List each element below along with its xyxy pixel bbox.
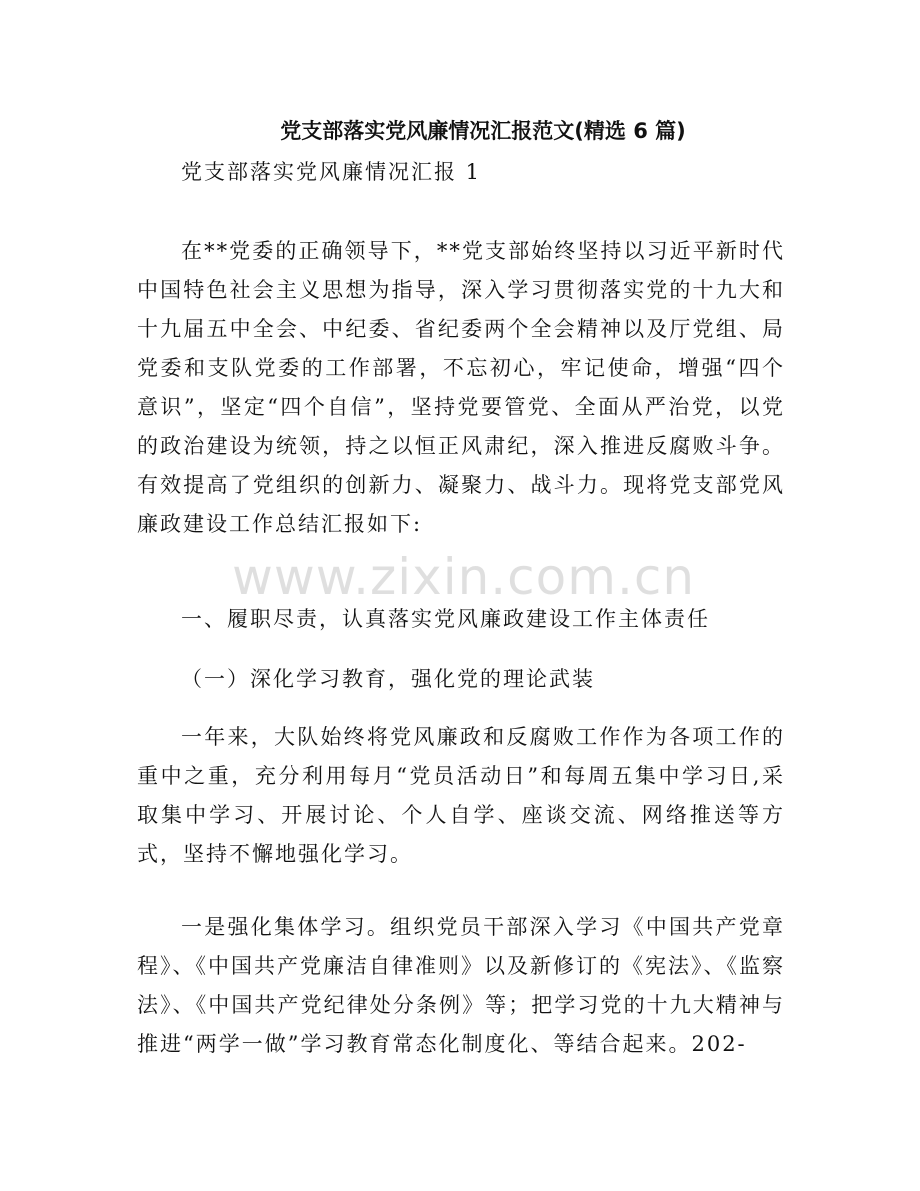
section-heading: 党支部落实党风廉情况汇报 1	[181, 160, 482, 184]
document-title: 党支部落实党风廉情况汇报范文(精选 6 篇)	[280, 119, 686, 143]
heading-level-1: 一、履职尽责，认真落实党风廉政建设工作主体责任	[181, 607, 710, 631]
watermark: www.zixin.com.cn	[232, 548, 696, 606]
paragraph-study: 一年来，大队始终将党风廉政和反腐败工作作为各项工作的重中之重，充分利用每月“党员活动日”和每周五集中学习日,采取集中学习、开展讨论、个人自学、座谈交流、网络推送等方式，坚持不懈地强化学习。	[137, 725, 785, 866]
paragraph-intro: 在**党委的正确领导下，**党支部始终坚持以习近平新时代中国特色社会主义思想为指导，深入学习贯彻落实党的十九大和十九届五中全会、中纪委、省纪委两个全会精神以及厅党组、局党委和支队党委的工作部署，不忘初心，牢记使命，增强“四个意识”，坚定“四个自信”，坚持党要管党、全面从严治党，以党的政治建设为统领，持之以恒正风肃纪，深入推进反腐败斗争。有效提高了党组织的创新力、凝聚力、战斗力。现将党支部党风廉政建设工作总结汇报如下:	[137, 239, 785, 536]
heading-level-2: （一）深化学习教育，强化党的理论武装	[181, 667, 595, 691]
paragraph-collective-study: 一是强化集体学习。组织党员干部深入学习《中国共产党章程》、《中国共产党廉洁自律准则》以及新修订的《宪法》、《监察法》、《中国共产党纪律处分条例》等；把学习党的十九大精神与推进“两学一做”学习教育常态化制度化、等结合起来。202-	[137, 915, 785, 1056]
